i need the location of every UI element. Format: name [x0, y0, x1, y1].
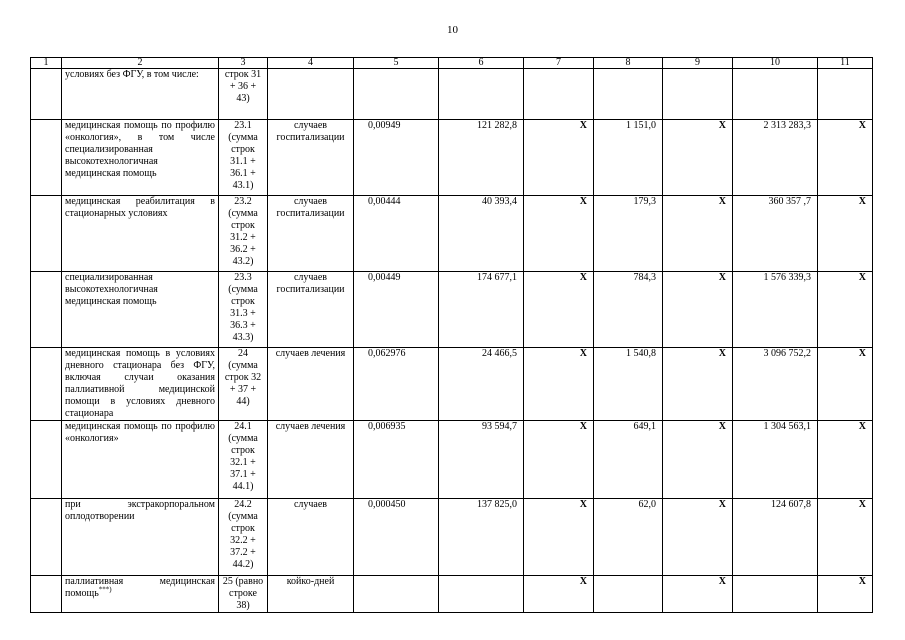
table-row: [31, 421, 873, 499]
indicator-name-cell: [62, 120, 219, 196]
indicator-name-cell: [62, 576, 219, 613]
value-cell-col11-text: Х: [858, 499, 866, 510]
value-cell-col7-text: Х: [579, 421, 587, 432]
unit-cell: [268, 272, 354, 348]
value-cell-col11-text: Х: [858, 120, 866, 131]
value-cell-col10-text: 360 357 ,7: [768, 196, 811, 207]
value-cell-col9-text: Х: [718, 272, 726, 283]
row-column-1-cell: [31, 272, 62, 348]
row-column-1-cell: [31, 348, 62, 421]
value-cell-col5: [354, 421, 439, 499]
page-number: 10: [447, 24, 458, 36]
indicator-name-cell-text: условиях без ФГУ, в том числе:: [65, 69, 199, 80]
value-cell-col7-text: Х: [579, 499, 587, 510]
footnote-marker: ***): [98, 585, 112, 594]
value-cell-col7-text: Х: [579, 196, 587, 207]
value-cell-col8-text: 179,3: [633, 196, 656, 207]
value-cell-col5-text: 0,006935: [368, 421, 406, 432]
value-cell-col9: [663, 421, 733, 499]
column-number: 6: [439, 58, 524, 69]
row-number-cell-text: 25 (равно строке 38): [222, 576, 264, 611]
value-cell-col9: [663, 196, 733, 272]
row-number-cell: [219, 348, 268, 421]
unit-cell-text: случаев лечения: [275, 348, 346, 359]
row-number-cell-text: 24.1 (сумма строк 32.1 + 37.1 + 44.1): [228, 421, 258, 492]
row-number-cell: [219, 499, 268, 576]
value-cell-col8: [594, 499, 663, 576]
row-number-cell: [219, 272, 268, 348]
value-cell-col5-text: 0,00444: [368, 196, 401, 207]
row-number-cell: [219, 120, 268, 196]
value-cell-col5-text: 0,000450: [368, 499, 406, 510]
column-number: 9: [663, 58, 733, 69]
unit-cell: [268, 421, 354, 499]
value-cell-col7: [524, 421, 594, 499]
value-cell-col7-text: Х: [579, 576, 587, 587]
indicator-name-cell-text: медицинская помощь в условиях дневного стационара без ФГУ, включая случаи оказания паллиативной медицинской помощи в условиях дневного стационара: [65, 348, 215, 419]
value-cell-col9-text: Х: [718, 576, 726, 587]
value-cell-col10-text: 1 304 563,1: [763, 421, 811, 432]
row-column-1-cell: [31, 69, 62, 120]
value-cell-col8-text: 1 540,8: [626, 348, 656, 359]
value-cell-col7: [524, 499, 594, 576]
row-number-cell-text: 23.2 (сумма строк 31.2 + 36.2 + 43.2): [228, 196, 258, 267]
value-cell-col8: [594, 196, 663, 272]
unit-cell: [268, 576, 354, 613]
value-cell-col5-text: 0,062976: [368, 348, 406, 359]
table-row: [31, 272, 873, 348]
table-row: [31, 69, 873, 120]
value-cell-col6-text: 93 594,7: [482, 421, 517, 432]
value-cell-col5: [354, 272, 439, 348]
column-number-row: [31, 58, 873, 69]
value-cell-col6: [439, 348, 524, 421]
value-cell-col7-text: Х: [579, 348, 587, 359]
row-number-cell-text: 24.2 (сумма строк 32.2 + 37.2 + 44.2): [228, 499, 258, 570]
value-cell-col10-text: 124 607,8: [771, 499, 811, 510]
indicator-name-cell-text: при экстракорпоральном оплодотворении: [65, 499, 215, 522]
value-cell-col6: [439, 196, 524, 272]
table-row: [31, 196, 873, 272]
unit-cell: [268, 69, 354, 120]
value-cell-col8: [594, 120, 663, 196]
value-cell-col10: [733, 421, 818, 499]
indicator-name-cell: [62, 196, 219, 272]
indicator-name-cell: [62, 348, 219, 421]
column-number: 4: [268, 58, 354, 69]
value-cell-col5: [354, 69, 439, 120]
value-cell-col10: [733, 196, 818, 272]
value-cell-col7: [524, 196, 594, 272]
row-column-1-cell: [31, 421, 62, 499]
value-cell-col9: [663, 499, 733, 576]
column-number: 10: [733, 58, 818, 69]
value-cell-col9-text: Х: [718, 348, 726, 359]
unit-cell-text: случаев госпитализации: [276, 272, 345, 295]
value-cell-col6-text: 174 677,1: [477, 272, 517, 283]
unit-cell-text: случаев: [293, 499, 328, 510]
column-number: 1: [31, 58, 62, 69]
value-cell-col8: [594, 348, 663, 421]
value-cell-col10-text: 1 576 339,3: [763, 272, 811, 283]
value-cell-col11: [818, 576, 873, 613]
value-cell-col9-text: Х: [718, 421, 726, 432]
value-cell-col8: [594, 421, 663, 499]
value-cell-col6: [439, 272, 524, 348]
table-row: [31, 348, 873, 421]
value-cell-col11-text: Х: [858, 576, 866, 587]
value-cell-col6: [439, 421, 524, 499]
value-cell-col11-text: Х: [858, 348, 866, 359]
value-cell-col6-text: 137 825,0: [477, 499, 517, 510]
value-cell-col10: [733, 348, 818, 421]
column-number: 3: [219, 58, 268, 69]
value-cell-col5: [354, 348, 439, 421]
table-row: [31, 576, 873, 613]
row-column-1-cell: [31, 576, 62, 613]
column-number: 5: [354, 58, 439, 69]
value-cell-col6-text: 121 282,8: [477, 120, 517, 131]
row-number-cell: [219, 421, 268, 499]
value-cell-col8: [594, 69, 663, 120]
value-cell-col9-text: Х: [718, 120, 726, 131]
value-cell-col8: [594, 576, 663, 613]
value-cell-col11: [818, 421, 873, 499]
indicator-name-cell: [62, 272, 219, 348]
row-column-1-cell: [31, 196, 62, 272]
row-number-cell-text: 23.1 (сумма строк 31.1 + 36.1 + 43.1): [228, 120, 258, 191]
value-cell-col6: [439, 499, 524, 576]
value-cell-col6-text: 40 393,4: [482, 196, 517, 207]
value-cell-col10: [733, 69, 818, 120]
value-cell-col7: [524, 69, 594, 120]
row-number-cell-text: 23.3 (сумма строк 31.3 + 36.3 + 43.3): [228, 272, 258, 343]
value-cell-col8-text: 784,3: [633, 272, 656, 283]
unit-cell: [268, 120, 354, 196]
value-cell-col5: [354, 120, 439, 196]
value-cell-col6: [439, 120, 524, 196]
value-cell-col9: [663, 576, 733, 613]
value-cell-col8-text: 62,0: [638, 499, 656, 510]
value-cell-col10: [733, 120, 818, 196]
column-number: 2: [62, 58, 219, 69]
value-cell-col8: [594, 272, 663, 348]
value-cell-col7-text: Х: [579, 120, 587, 131]
value-cell-col8-text: 1 151,0: [626, 120, 656, 131]
value-cell-col5-text: 0,00449: [368, 272, 401, 283]
value-cell-col10: [733, 272, 818, 348]
unit-cell: [268, 499, 354, 576]
table-row: [31, 499, 873, 576]
row-number-cell: [219, 576, 268, 613]
row-number-cell-text: 24 (сумма строк 32 + 37 + 44): [224, 348, 262, 407]
row-number-cell: [219, 196, 268, 272]
value-cell-col7: [524, 576, 594, 613]
unit-cell: [268, 348, 354, 421]
indicator-name-cell: [62, 69, 219, 120]
column-number: 11: [818, 58, 873, 69]
row-column-1-cell: [31, 499, 62, 576]
unit-cell: [268, 196, 354, 272]
column-number: 8: [594, 58, 663, 69]
column-number: 7: [524, 58, 594, 69]
indicator-name-cell-text: паллиативная медицинская помощь: [65, 576, 215, 599]
value-cell-col9-text: Х: [718, 499, 726, 510]
indicator-name-cell-text: медицинская помощь по профилю «онкология», в том числе специализированная высокотехнологичная медицинская помощь: [65, 120, 215, 179]
value-cell-col9: [663, 69, 733, 120]
value-cell-col11: [818, 120, 873, 196]
indicator-name-cell: [62, 499, 219, 576]
value-cell-col10: [733, 576, 818, 613]
table-row: [31, 120, 873, 196]
value-cell-col9: [663, 348, 733, 421]
value-cell-col5: [354, 499, 439, 576]
value-cell-col11: [818, 196, 873, 272]
value-cell-col7: [524, 120, 594, 196]
value-cell-col11: [818, 499, 873, 576]
indicator-name-cell: [62, 421, 219, 499]
value-cell-col11: [818, 272, 873, 348]
value-cell-col8-text: 649,1: [633, 421, 656, 432]
indicator-name-cell-text: специализированная высокотехнологичная медицинская помощь: [65, 272, 158, 307]
row-number-cell-text: строк 31 + 36 + 43): [224, 69, 262, 104]
unit-cell-text: случаев госпитализации: [276, 120, 345, 143]
value-cell-col6-text: 24 466,5: [482, 348, 517, 359]
value-cell-col5: [354, 196, 439, 272]
row-number-cell: [219, 69, 268, 120]
value-cell-col11-text: Х: [858, 196, 866, 207]
value-cell-col11-text: Х: [858, 272, 866, 283]
value-cell-col5: [354, 576, 439, 613]
value-cell-col9: [663, 120, 733, 196]
value-cell-col9-text: Х: [718, 196, 726, 207]
data-table: [30, 57, 873, 613]
row-column-1-cell: [31, 120, 62, 196]
value-cell-col11: [818, 348, 873, 421]
value-cell-col10-text: 2 313 283,3: [763, 120, 811, 131]
value-cell-col7-text: Х: [579, 272, 587, 283]
indicator-name-cell-text: медицинская помощь по профилю «онкология»: [65, 421, 215, 444]
value-cell-col10: [733, 499, 818, 576]
indicator-name-cell-text: медицинская реабилитация в стационарных условиях: [65, 196, 215, 219]
unit-cell-text: койко-дней: [286, 576, 335, 587]
value-cell-col6: [439, 576, 524, 613]
unit-cell-text: случаев лечения: [275, 421, 346, 432]
value-cell-col5-text: 0,00949: [368, 120, 401, 131]
value-cell-col7: [524, 272, 594, 348]
value-cell-col11: [818, 69, 873, 120]
value-cell-col6: [439, 69, 524, 120]
value-cell-col11-text: Х: [858, 421, 866, 432]
unit-cell-text: случаев госпитализации: [276, 196, 345, 219]
value-cell-col7: [524, 348, 594, 421]
value-cell-col10-text: 3 096 752,2: [763, 348, 811, 359]
value-cell-col9: [663, 272, 733, 348]
